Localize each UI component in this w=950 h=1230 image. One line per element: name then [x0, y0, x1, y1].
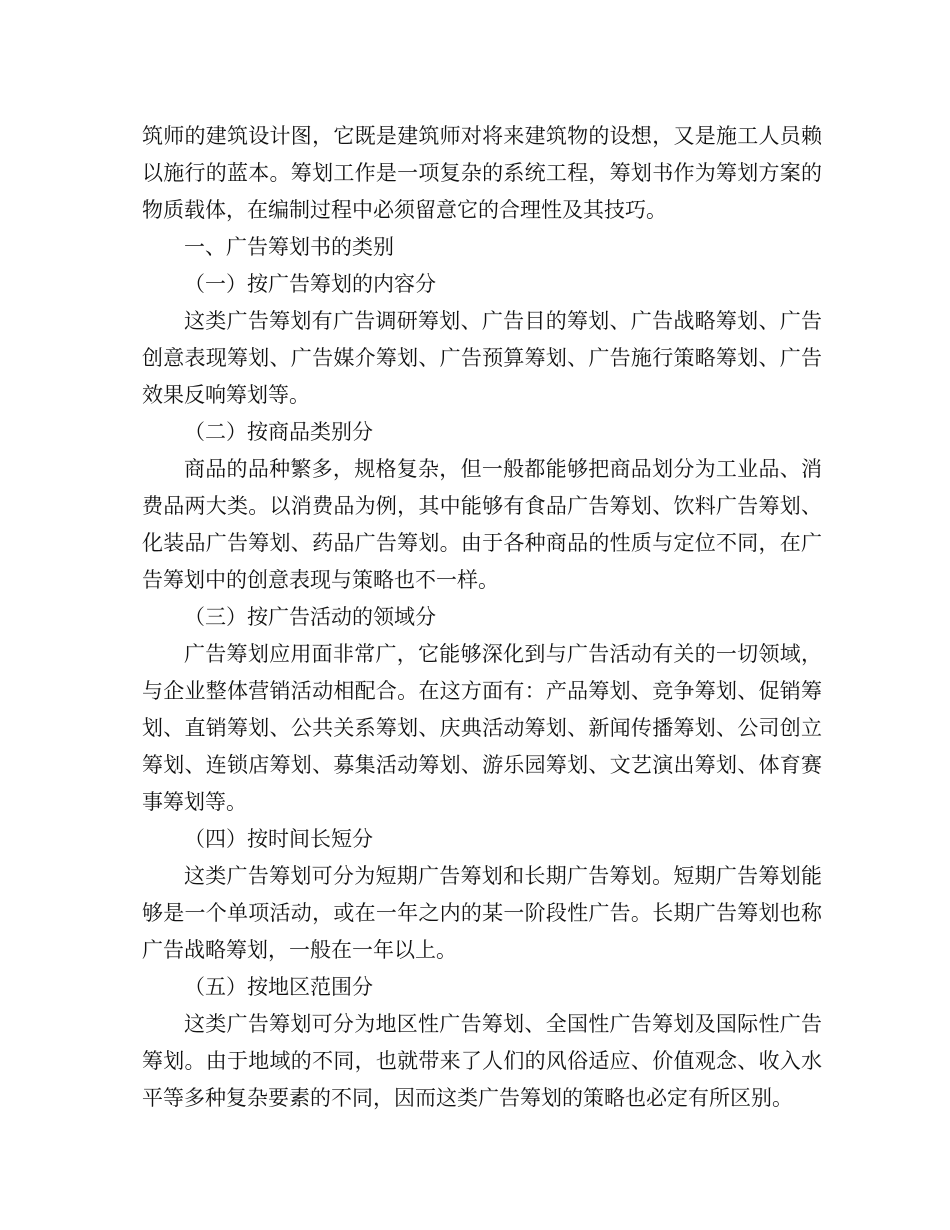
- paragraph-by-region: 这类广告筹划可分为地区性广告筹划、全国性广告筹划及国际性广告筹划。由于地域的不同，也就带来了人们的风俗适应、价值观念、收入水平等多种复杂要素的不同，因而这类广告筹划的策略也必定有所区别。: [142, 1012, 822, 1110]
- document-body: [142, 118, 822, 1117]
- paragraph-by-field: 广告筹划应用面非常广，它能够深化到与广告活动有关的一切领域，与企业整体营销活动相配合。在这方面有：产品筹划、竞争筹划、促销筹划、直销筹划、公共关系筹划、庆典活动筹划、新闻传播筹划、公司创立筹划、连锁店筹划、募集活动筹划、游乐园筹划、文艺演出筹划、体育赛事筹划等。: [142, 642, 822, 814]
- section-heading-categories: 一、广告筹划书的类别: [184, 235, 394, 259]
- paragraph-by-duration: 这类广告筹划可分为短期广告筹划和长期广告筹划。短期广告筹划能够是一个单项活动，或在一年之内的某一阶段性广告。长期广告筹划也称广告战略筹划，一般在一年以上。: [142, 864, 822, 962]
- subheading-by-duration: （四）按时间长短分: [184, 827, 373, 851]
- paragraph-continuation: 筑师的建筑设计图，它既是建筑师对将来建筑物的设想，又是施工人员赖以施行的蓝本。筹划工作是一项复杂的系统工程，筹划书作为筹划方案的物质载体，在编制过程中必须留意它的合理性及其技巧。: [142, 124, 822, 222]
- paragraph-by-product: 商品的品种繁多，规格复杂，但一般都能够把商品划分为工业品、消费品两大类。以消费品为例，其中能够有食品广告筹划、饮料广告筹划、化装品广告筹划、药品广告筹划。由于各种商品的性质与定位不同，在广告筹划中的创意表现与策略也不一样。: [142, 457, 822, 592]
- paragraph-by-content: 这类广告筹划有广告调研筹划、广告目的筹划、广告战略筹划、广告创意表现筹划、广告媒介筹划、广告预算筹划、广告施行策略筹划、广告效果反响筹划等。: [142, 309, 822, 407]
- subheading-by-product: （二）按商品类别分: [184, 420, 373, 444]
- subheading-by-field: （三）按广告活动的领域分: [184, 605, 436, 629]
- subheading-by-content: （一）按广告筹划的内容分: [184, 272, 436, 296]
- subheading-by-region: （五）按地区范围分: [184, 975, 373, 999]
